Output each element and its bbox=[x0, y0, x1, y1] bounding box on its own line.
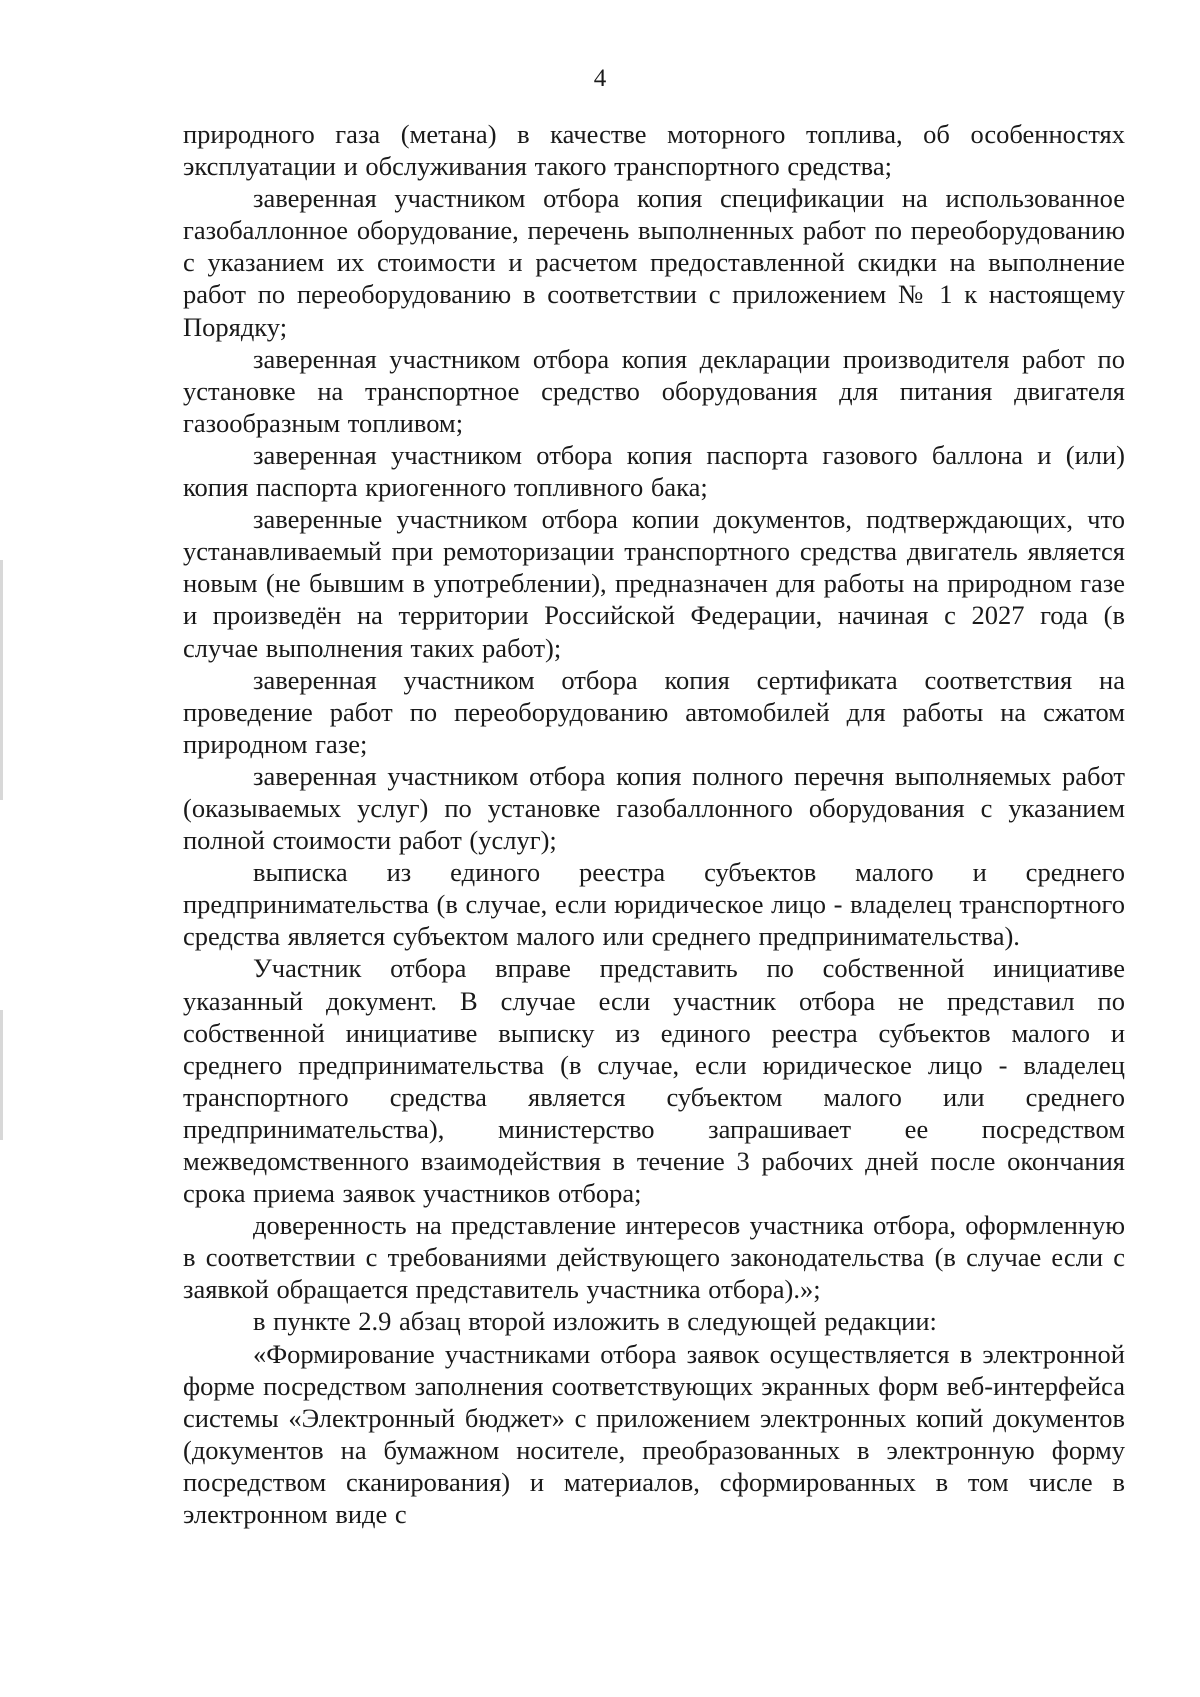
paragraph-amendment-2-9: в пункте 2.9 абзац второй изложить в следующей редакции: bbox=[253, 1306, 937, 1337]
paragraph-application-forming: «Формирование участниками отбора заявок осуществляется в электронной форме посредством заполнения соответствующих экранных форм веб-интерфейса системы «Электронный бюджет» с приложением электронных копий документов (документов на бумажном носителе, преобразованных в электронную форму посредством сканирования) и материалов, сформированных в том числе в электронном виде с bbox=[183, 1338, 1125, 1530]
document-body bbox=[183, 118, 1125, 1530]
paragraph-conformity-certificate: заверенная участником отбора копия сертификата соответствия на проведение работ по переоборудованию автомобилей для работы на сжатом природном газе; bbox=[183, 664, 1125, 759]
paragraph-specification-copy: заверенная участником отбора копия спецификации на использованное газобаллонное оборудование, перечень выполненных работ по переоборудованию с указанием их стоимости и расчетом предоставленной скидки на выполнение работ по переоборудованию в соответствии с приложением № 1 к настоящему Порядку; bbox=[183, 183, 1125, 342]
paragraph-continuation: природного газа (метана) в качестве моторного топлива, об особенностях эксплуатации и обслуживания такого транспортного средства; bbox=[183, 119, 1125, 182]
paragraph-own-initiative: Участник отбора вправе представить по собственной инициативе указанный документ. В случае если участник отбора не представил по собственной инициативе выписку из единого реестра субъектов малого и среднего предпринимательства (в случае, если юридическое лицо - владелец транспортного средства является субъектом малого или среднего предпринимательства), министерство запрашивает ее посредством межведомственного взаимодействия в течение 3 рабочих дней после окончания срока приема заявок участников отбора; bbox=[183, 953, 1125, 1209]
scan-edge-mark bbox=[0, 1010, 3, 1140]
paragraph-engine-documents: заверенные участником отбора копии документов, подтверждающих, что устанавливаемый при ремоторизации транспортного средства двигатель является новым (не бывшим в употреблении), предназначен для работы на природном газе и произведён на территории Российской Федерации, начиная с 2027 года (в случае выполнения таких работ); bbox=[183, 504, 1125, 663]
paragraph-cylinder-passport: заверенная участником отбора копия паспорта газового баллона и (или) копия паспорта криогенного топливного бака; bbox=[183, 439, 1125, 503]
paragraph-registry-extract: выписка из единого реестра субъектов малого и среднего предпринимательства (в случае, если юридическое лицо - владелец транспортного средства является субъектом малого или среднего предпринимательства). bbox=[183, 857, 1125, 952]
page-number: 4 bbox=[593, 65, 607, 92]
paragraph-power-of-attorney: доверенность на представление интересов участника отбора, оформленную в соответствии с требованиями действующего законодательства (в случае если с заявкой обращается представитель участника отбора).»; bbox=[183, 1210, 1125, 1305]
paragraph-manufacturer-declaration: заверенная участником отбора копия декларации производителя работ по установке на транспортное средство оборудования для питания двигателя газообразным топливом; bbox=[183, 343, 1125, 438]
scan-edge-mark bbox=[0, 560, 3, 800]
paragraph-works-list: заверенная участником отбора копия полного перечня выполняемых работ (оказываемых услуг) по установке газобаллонного оборудования с указанием полной стоимости работ (услуг); bbox=[183, 760, 1125, 856]
